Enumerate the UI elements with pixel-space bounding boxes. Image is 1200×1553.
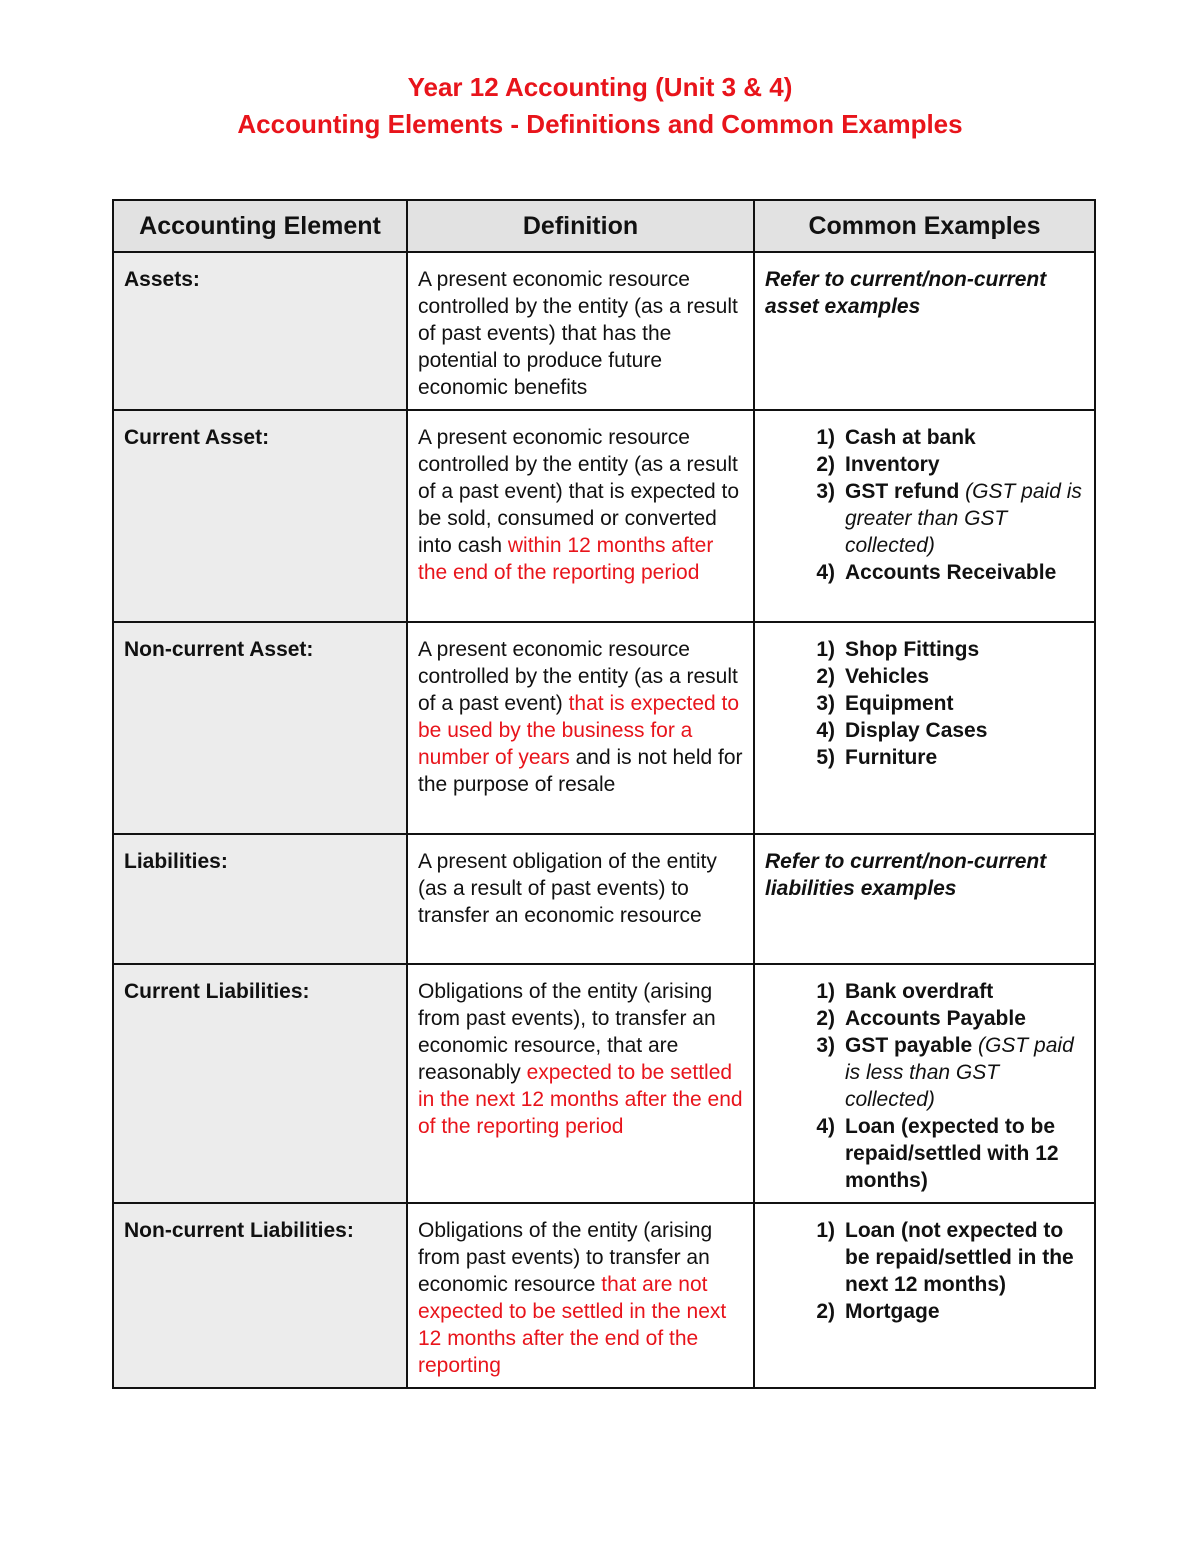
page-subtitle: Accounting Elements - Definitions and Common Examples — [237, 109, 963, 139]
element-cell: Non-current Liabilities: — [113, 1203, 407, 1388]
table-row-current-asset — [113, 410, 1095, 622]
examples-list — [765, 978, 1084, 1194]
element-cell: Liabilities: — [113, 834, 407, 964]
examples-cell — [754, 1203, 1095, 1388]
definition-cell — [407, 834, 754, 964]
definition-text-end: and is not held for the purpose of resale — [418, 746, 743, 796]
definition-cell — [407, 252, 754, 410]
page-title: Year 12 Accounting (Unit 3 & 4) — [407, 72, 793, 102]
reference-note: Refer to current/non-current liabilities examples — [765, 850, 1047, 900]
element-cell: Current Liabilities: — [113, 964, 407, 1203]
header-row — [113, 200, 1095, 252]
list-item: 2. Inventory — [835, 451, 1084, 478]
definition-text: A present economic resource controlled by the entity (as a result of past events) that has the potential to produce future economic benefits — [418, 268, 738, 399]
definition-cell — [407, 1203, 754, 1388]
definition-text: A present economic resource controlled by the entity (as a result of a past event) — [418, 638, 738, 715]
list-item: 1. Cash at bank — [835, 424, 1084, 451]
definition-highlight: that is expected to be used by the business for a number of years — [418, 692, 740, 769]
examples-list — [765, 1217, 1084, 1325]
definition-cell — [407, 622, 754, 834]
table-row-current-liabilities — [113, 964, 1095, 1203]
list-item: 3. GST refund (GST paid is greater than GST collected) — [835, 478, 1084, 559]
reference-note: Refer to current/non-current asset examples — [765, 268, 1047, 318]
list-item: 4. Accounts Receivable — [835, 559, 1084, 586]
examples-cell — [754, 834, 1095, 964]
definition-highlight: that are not expected to be settled in the next 12 months after the end of the reporting — [418, 1273, 727, 1377]
definition-text: Obligations of the entity (arising from past events), to transfer an economic resource, that are reasonably — [418, 980, 716, 1084]
header-common-examples: Common Examples — [754, 200, 1095, 252]
header-definition: Definition — [407, 200, 754, 252]
list-item: 1. Shop Fittings — [835, 636, 1084, 663]
list-item: 2. Accounts Payable — [835, 1005, 1084, 1032]
definition-text: A present economic resource controlled by the entity (as a result of a past event) that is expected to be sold, consumed or converted into cash — [418, 426, 740, 557]
list-item: 4. Display Cases — [835, 717, 1084, 744]
list-item: 2. Mortgage — [835, 1298, 1084, 1325]
table-row-non-current-liabilities — [113, 1203, 1095, 1388]
header-accounting-element: Accounting Element — [113, 200, 407, 252]
list-item: 5. Furniture — [835, 744, 1084, 771]
examples-cell — [754, 964, 1095, 1203]
examples-cell — [754, 252, 1095, 410]
definition-highlight: within 12 months after the end of the reporting period — [418, 534, 714, 584]
list-item: 3. GST payable (GST paid is less than GST collected) — [835, 1032, 1084, 1113]
accounting-elements-table — [112, 199, 1096, 1389]
definition-text: Obligations of the entity (arising from past events) to transfer an economic resource — [418, 1219, 713, 1296]
table-row-assets — [113, 252, 1095, 410]
table-row-liabilities — [113, 834, 1095, 964]
examples-list — [765, 424, 1084, 586]
definition-cell — [407, 410, 754, 622]
list-item: 1. Bank overdraft — [835, 978, 1084, 1005]
example-note: (GST paid is greater than GST collected) — [845, 480, 1082, 557]
element-cell: Current Asset: — [113, 410, 407, 622]
definition-cell — [407, 964, 754, 1203]
examples-list — [765, 636, 1084, 771]
element-cell: Assets: — [113, 252, 407, 410]
list-item: 4. Loan (expected to be repaid/settled with 12 months) — [835, 1113, 1084, 1194]
definition-highlight: expected to be settled in the next 12 months after the end of the reporting period — [418, 1061, 743, 1138]
table-row-non-current-asset — [113, 622, 1095, 834]
list-item: 2. Vehicles — [835, 663, 1084, 690]
definition-text: A present obligation of the entity (as a result of past events) to transfer an economic resource — [418, 850, 717, 927]
example-note: (GST paid is less than GST collected) — [845, 1034, 1074, 1111]
examples-cell — [754, 410, 1095, 622]
list-item: 3. Equipment — [835, 690, 1084, 717]
examples-cell — [754, 622, 1095, 834]
list-item: 1. Loan (not expected to be repaid/settled in the next 12 months) — [835, 1217, 1084, 1298]
element-cell: Non-current Asset: — [113, 622, 407, 834]
